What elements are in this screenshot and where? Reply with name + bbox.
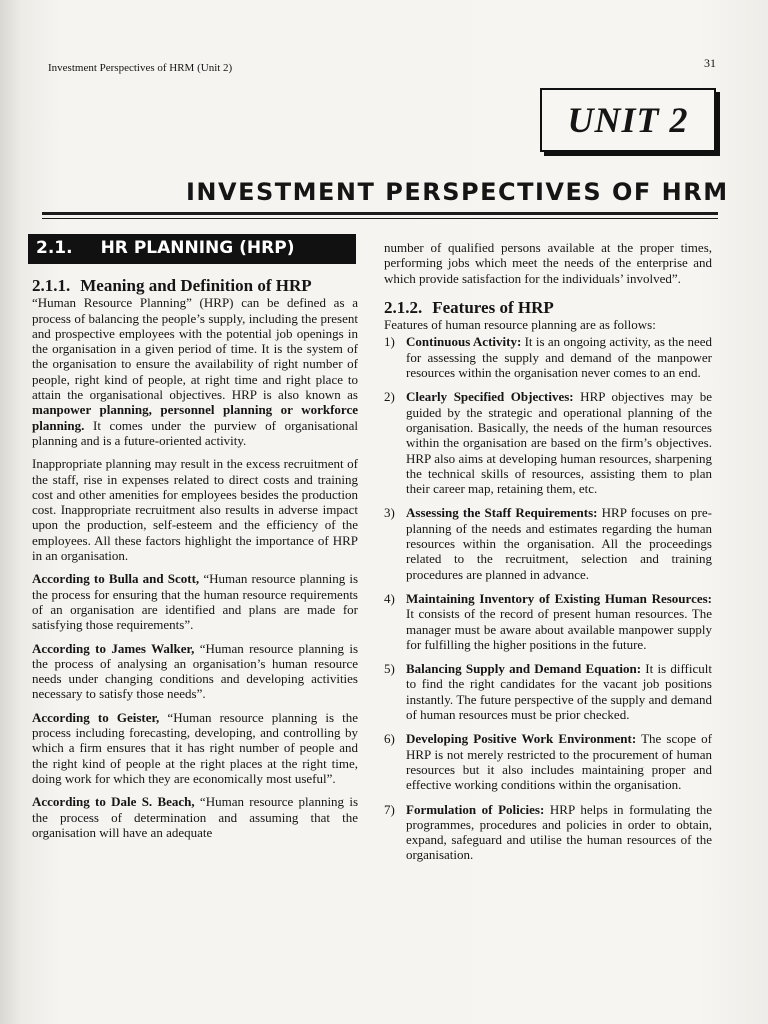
list-marker: 1)	[384, 334, 395, 350]
list-marker: 4)	[384, 590, 395, 606]
features-intro: Features of human resource planning are as follows:	[384, 317, 656, 333]
page-number: 31	[704, 56, 716, 70]
feature-title: Developing Positive Work Environment:	[406, 731, 637, 747]
list-marker: 6)	[384, 731, 395, 747]
subsection-heading-features	[384, 297, 712, 317]
list-marker: 7)	[384, 801, 395, 817]
definition-paragraph	[32, 295, 358, 448]
list-marker: 2)	[384, 389, 395, 405]
quote-author: According to Dale S. Beach,	[32, 794, 195, 810]
feature-item	[384, 505, 712, 581]
feature-item	[384, 334, 712, 380]
feature-item	[384, 661, 712, 722]
feature-text: HRP helps in formulating the programmes, procedures and policies in order to obtain, expand, safeguard and utilise the human resources of the organisation.	[406, 801, 712, 863]
quote-text: “Human resource planning is the process including forecasting, developing, and controlling by which a firm ensures that it has right number of people and the right kind of people at the right places at the right time, doing work for which they are economically most useful”.	[32, 709, 358, 786]
section-heading	[28, 234, 356, 264]
text-run: “Human Resource Planning” (HRP) can be defined as a process of balancing the people’s supply, including the present and prospective employees with the potential job openings in the organisation in a given period of time. It is the system of the organisation to ensure the availability of right number of people, right kind of people, at right time and right place to attain the organisational objectives. HRP is also known as	[32, 295, 358, 403]
unit-label: UNIT 2	[567, 100, 689, 140]
left-column	[32, 234, 358, 848]
feature-item	[384, 389, 712, 496]
importance-paragraph: Inappropriate planning may result in the excess recruitment of the staff, rise in expenses related to direct costs and training cost and other amenities for employees besides the production cost. Inappropriate recruitment also results in adverse impact upon the production, self-esteem and the efficiency of the employees. All these factors highlight the importance of HRP in an organisation.	[32, 456, 358, 564]
list-marker: 3)	[384, 505, 395, 521]
feature-title: Clearly Specified Objectives:	[406, 389, 574, 405]
feature-text: HRP objectives may be guided by the strategic and operational planning of the organisation. Basically, the needs of the human resources within the organisation are based on the firm’s objectives. HRP also aims at developing human resources, sharpening the technical skills of resources, assisting them to plan their career map, retaining them, etc.	[406, 389, 712, 497]
quote-author: According to Geister,	[32, 709, 160, 725]
features-list	[384, 334, 712, 862]
section-title: HR PLANNING (HRP)	[100, 238, 295, 259]
bold-term: manpower planning, personnel planning or workforce planning.	[32, 402, 358, 433]
chapter-title: INVESTMENT PERSPECTIVES OF HRM	[186, 178, 729, 206]
quote-text: “Human resource planning is the process of determination and assuming that the organisation will have an adequate	[32, 794, 358, 840]
quote-continuation: number of qualified persons available at the proper times, performing jobs which meet the needs of the enterprise and which provide satisfaction for the individuals’ involved”.	[384, 240, 712, 286]
quote-text: “Human resource planning is the process for ensuring that the human resource requirements of an organisation are identified and plans are made for satisfying those requirements”.	[32, 571, 359, 633]
feature-title: Formulation of Policies:	[406, 801, 545, 817]
quote-text: “Human resource planning is the process of analysing an organisation’s human resource needs under changing conditions and developing activities necessary to satisfy those needs”.	[32, 640, 358, 702]
subsection-heading-meaning	[32, 278, 358, 293]
running-head: Investment Perspectives of HRM (Unit 2)	[48, 62, 233, 74]
feature-text: It is difficult to find the right candidates for the vacant job positions instantly. The future perspective of the supply and demand of human resources must be prior checked.	[406, 661, 712, 723]
feature-title: Continuous Activity:	[406, 334, 522, 350]
text-run: It comes under the purview of organisational planning and is a future-oriented activity.	[32, 417, 358, 448]
subsection-title: Features of HRP	[432, 297, 554, 317]
feature-item	[384, 802, 712, 863]
feature-text: It is an ongoing activity, as the need for assessing the supply and demand of the manpower resources within the organisation never comes to an end.	[406, 334, 712, 381]
subsection-number: 2.1.1.	[32, 276, 71, 295]
feature-text: The scope of HRP is not merely restricted to the procurement of human resources but it also includes maintaining proper and effective working conditions within the organisation.	[406, 731, 712, 793]
title-rule-thick	[42, 212, 718, 215]
feature-item	[384, 731, 712, 792]
section-number: 2.1.	[36, 238, 73, 259]
list-marker: 5)	[384, 661, 395, 677]
quote-dale-beach	[32, 794, 358, 840]
quote-author: According to Bulla and Scott,	[32, 571, 200, 587]
feature-title: Assessing the Staff Requirements:	[406, 505, 598, 521]
title-rule-thin	[42, 218, 718, 219]
quote-james-walker	[32, 641, 358, 702]
subsection-title: Meaning and Definition of HRP	[80, 276, 312, 295]
feature-text: HRP focuses on pre-planning of the needs and estimates regarding the human resources within the organisation. All the proceedings related to the recruitment, selection and training procedures are planned in advance.	[406, 505, 712, 582]
unit-label-box	[540, 88, 716, 152]
quote-bulla-scott	[32, 571, 358, 632]
subsection-number: 2.1.2.	[384, 297, 423, 317]
quote-author: According to James Walker,	[32, 640, 195, 656]
right-column	[384, 240, 712, 872]
feature-item	[384, 591, 712, 652]
feature-title: Maintaining Inventory of Existing Human Resources:	[406, 590, 712, 606]
feature-title: Balancing Supply and Demand Equation:	[406, 661, 642, 677]
quote-geister	[32, 710, 358, 786]
feature-text: It consists of the record of present human resources. The manager must be aware about available manpower supply for fulfilling the higher positions in the future.	[406, 606, 712, 652]
